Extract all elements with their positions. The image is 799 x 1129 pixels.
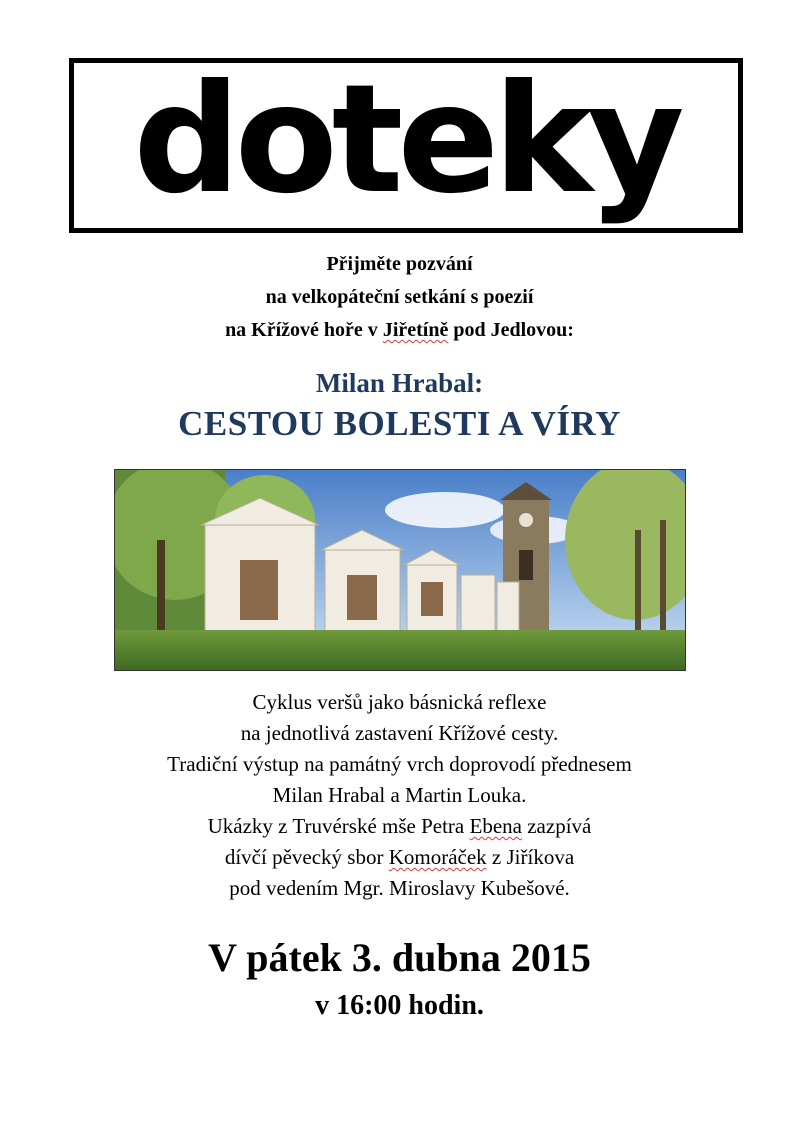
description-line-2: na jednotlivá zastavení Křížové cesty. xyxy=(240,721,559,745)
description-line-5-pre: Ukázky z Truvérské mše Petra xyxy=(207,814,470,838)
choir-name: Komoráček xyxy=(388,845,487,869)
invitation-line-3 xyxy=(0,319,799,342)
description-line-5-post: zazpívá xyxy=(521,814,592,838)
event-time: v 16:00 hodin. xyxy=(315,990,484,1021)
description-line-6-pre: dívčí pěvecký sbor xyxy=(224,845,389,869)
invitation-line-3-pre: na Křížové hoře v xyxy=(225,319,383,341)
description-line-6 xyxy=(0,845,799,870)
invitation-line-1: Přijměte pozvání xyxy=(326,253,473,275)
description-line-7: pod vedením Mgr. Miroslavy Kubešové. xyxy=(229,876,570,900)
composer-name: Ebena xyxy=(469,814,522,838)
invitation-line-3-post: pod Jedlovou: xyxy=(448,319,574,341)
description-line-4: Milan Hrabal a Martin Louka. xyxy=(272,783,527,807)
event-title: CESTOU BOLESTI A VÍRY xyxy=(178,404,621,443)
logo-wordmark xyxy=(74,63,738,228)
description-line-1: Cyklus veršů jako básnická reflexe xyxy=(252,690,547,714)
event-author: Milan Hrabal: xyxy=(315,368,484,398)
place-name: Jiřetíně xyxy=(382,319,449,341)
logo-text: doteky xyxy=(133,63,679,227)
event-date: V pátek 3. dubna 2015 xyxy=(208,935,591,980)
description-line-5 xyxy=(0,814,799,839)
description-line-6-post: z Jiříkova xyxy=(486,845,575,869)
invitation-line-2: na velkopáteční setkání s poezií xyxy=(265,286,534,308)
way-of-cross-photo xyxy=(114,469,686,671)
logo xyxy=(69,58,743,233)
description-line-3: Tradiční výstup na památný vrch doprovodí přednesem xyxy=(167,752,632,776)
